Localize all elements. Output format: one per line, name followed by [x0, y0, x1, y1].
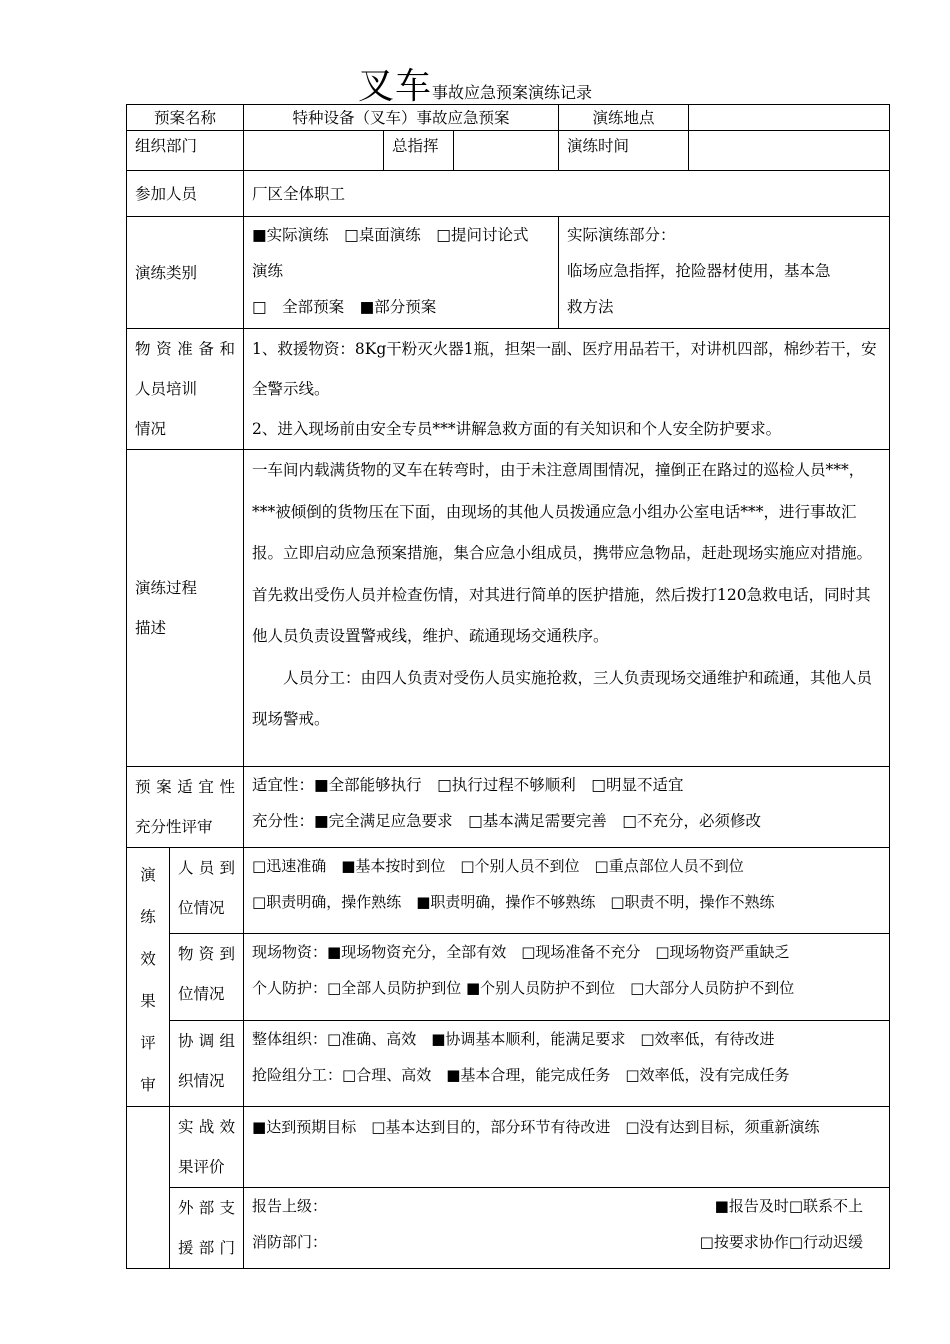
suitability-options [244, 767, 890, 848]
effect-char-1: 练 [140, 908, 156, 926]
drill-part-line1: 临场应急指挥，抢险器材使用，基本急 [567, 262, 831, 280]
commander-value[interactable] [454, 131, 559, 171]
materials-label-line1: 物资准备和 [135, 340, 236, 358]
materials-label-line2: 人员培训 [135, 380, 198, 398]
coordination-label2: 织情况 [178, 1071, 225, 1090]
materials-label [127, 329, 244, 450]
drill-type-line3[interactable]: □ 全部预案 ■部分预案 [252, 298, 437, 316]
drill-type-line1[interactable]: ■实际演练 □桌面演练 □提问讨论式 [252, 226, 529, 244]
effect-spacer-bottom [127, 1188, 170, 1269]
supplies-label2: 位情况 [178, 985, 225, 1004]
effect-char-4: 评 [140, 1034, 156, 1052]
drill-part-cell [559, 217, 890, 329]
process-label-line2: 描述 [135, 619, 167, 637]
suitability-label [127, 767, 244, 848]
effect-spacer [127, 1107, 170, 1188]
drill-part-label: 实际演练部分： [567, 226, 676, 244]
supplies-line2[interactable]: 个人防护：□全部人员防护到位 ■个别人员防护不到位 □大部分人员防护不到位 [252, 979, 795, 998]
coordination-label [170, 1020, 244, 1106]
suitability-line1[interactable]: 适宜性：■全部能够执行 □执行过程不够顺利 □明显不适宜 [252, 776, 684, 794]
effect-char-2: 效 [140, 950, 156, 968]
drill-record-table [126, 104, 890, 1269]
effect-char-5: 审 [140, 1076, 156, 1094]
time-value[interactable] [689, 131, 890, 171]
row-effect-supplies [127, 934, 890, 1020]
materials-label-line3: 情况 [135, 420, 167, 438]
dept-value[interactable] [244, 131, 384, 171]
row-plan [127, 105, 890, 131]
effect-char-0: 演 [140, 866, 156, 884]
location-value[interactable] [689, 105, 890, 131]
drill-type-label: 演练类别 [127, 217, 244, 329]
combat-options[interactable]: ■达到预期目标 □基本达到目的，部分环节有待改进 □没有达到目标，须重新演练 [244, 1107, 890, 1188]
title-main: 叉车 [357, 66, 432, 107]
external-label [170, 1188, 244, 1269]
title-sub: 事故应急预案演练记录 [432, 83, 593, 102]
coordination-line1[interactable]: 整体组织：□准确、高效 ■协调基本顺利，能满足要求 □效率低，有待改进 [252, 1029, 775, 1048]
personnel-label [170, 848, 244, 934]
row-dept [127, 131, 890, 171]
external-fire-row [252, 1224, 881, 1260]
external-report-options[interactable]: ■报告及时□联系不上 [714, 1197, 864, 1215]
external-fire-options[interactable]: □按要求协作□行动迟缓 [699, 1233, 864, 1251]
dept-label: 组织部门 [127, 131, 244, 171]
row-effect-coordination [127, 1020, 890, 1106]
row-participants [127, 171, 890, 217]
external-report-row [252, 1188, 881, 1224]
combat-label [170, 1107, 244, 1188]
row-suitability [127, 767, 890, 848]
personnel-line1[interactable]: □迅速准确 ■基本按时到位 □个别人员不到位 □重点部位人员不到位 [252, 857, 744, 875]
effect-char-3: 果 [140, 992, 156, 1010]
process-label [127, 450, 244, 767]
commander-label: 总指挥 [384, 131, 454, 171]
combat-label1: 实战效 [178, 1118, 236, 1136]
supplies-label [170, 934, 244, 1020]
row-drill-type [127, 217, 890, 329]
row-effect-external [127, 1188, 890, 1269]
external-label1: 外部支 [178, 1199, 236, 1217]
materials-text2: 2、进入现场前由安全专员***讲解急救方面的有关知识和个人安全防护要求。 [252, 420, 782, 438]
coordination-options [244, 1020, 890, 1106]
row-effect-personnel [127, 848, 890, 934]
personnel-line2[interactable]: □职责明确，操作熟练 ■职责明确，操作不够熟练 □职责不明，操作不熟练 [252, 893, 775, 911]
external-options [244, 1188, 890, 1269]
personnel-label2: 位情况 [178, 899, 225, 917]
supplies-line1[interactable]: 现场物资：■现场物资充分，全部有效 □现场准备不充分 □现场物资严重缺乏 [252, 943, 790, 962]
personnel-options [244, 848, 890, 934]
materials-text [244, 329, 890, 450]
plan-name-label: 预案名称 [127, 105, 244, 131]
process-para1: 一车间内载满货物的叉车在转弯时，由于未注意周围情况，撞倒正在路过的巡检人员***，***被倾倒的货物压在下面，由现场的其他人员拨通应急小组办公室电话***，进行事故汇报。立即启动应急预案措施，集合应急小组成员，携带应急物品，赶赴现场实施应对措施。首先救出受伤人员并检查伤情，对其进行简单的医护措施，然后拨打120急救电话，同时其他人员负责设置警戒线，维护、疏通现场交通秩序。 [252, 461, 873, 645]
process-description [244, 450, 890, 767]
supplies-options [244, 934, 890, 1020]
time-label: 演练时间 [559, 131, 689, 171]
drill-type-line2: 演练 [252, 262, 284, 280]
location-label: 演练地点 [559, 105, 689, 131]
plan-name-value[interactable]: 特种设备（叉车）事故应急预案 [244, 105, 559, 131]
participants-label: 参加人员 [127, 171, 244, 217]
row-materials [127, 329, 890, 450]
row-process [127, 450, 890, 767]
combat-label2: 果评价 [178, 1158, 225, 1176]
drill-part-line2: 救方法 [567, 298, 614, 316]
external-report-label: 报告上级： [252, 1197, 328, 1215]
drill-type-options [244, 217, 559, 329]
personnel-label1: 人员到 [178, 859, 236, 877]
external-fire-label: 消防部门： [252, 1233, 328, 1251]
suitability-line2[interactable]: 充分性：■完全满足应急要求 □基本满足需要完善 □不充分，必须修改 [252, 812, 761, 830]
supplies-label1: 物资到 [178, 945, 236, 964]
suitability-label-line1: 预案适宜性 [135, 778, 236, 796]
materials-text1: 1、救援物资：8Kg干粉灭火器1瓶，担架一副、医疗用品若干，对讲机四部，棉纱若干，安全警示线。 [252, 340, 877, 398]
page-title [0, 58, 950, 109]
coordination-line2[interactable]: 抢险组分工：□合理、高效 ■基本合理，能完成任务 □效率低，没有完成任务 [252, 1065, 790, 1084]
process-para2: 人员分工：由四人负责对受伤人员实施抢救，三人负责现场交通维护和疏通，其他人员现场警戒。 [252, 668, 873, 728]
effect-review-label [127, 848, 170, 1107]
process-label-line1: 演练过程 [135, 579, 198, 597]
coordination-label1: 协调组 [178, 1031, 236, 1050]
external-label2: 援部门 [178, 1239, 236, 1257]
suitability-label-line2: 充分性评审 [135, 818, 213, 836]
row-effect-combat [127, 1107, 890, 1188]
participants-value[interactable]: 厂区全体职工 [244, 171, 890, 217]
